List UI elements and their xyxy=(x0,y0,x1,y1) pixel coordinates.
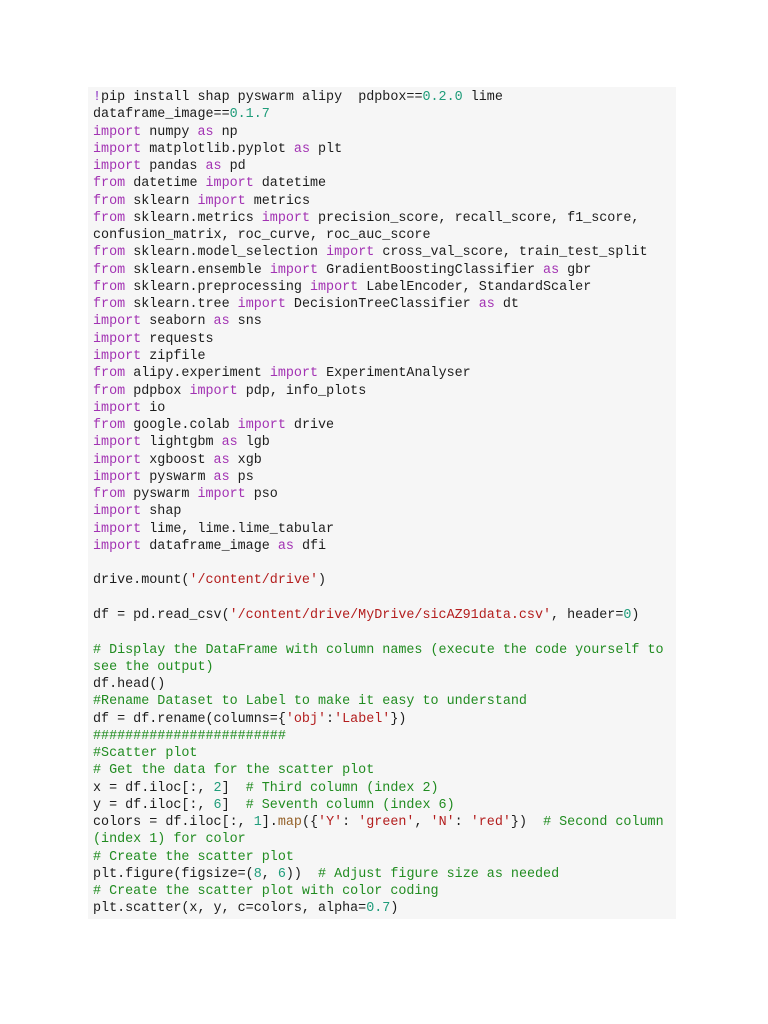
code-text: ] xyxy=(221,797,246,813)
code-text: datetime xyxy=(125,176,206,192)
code-line xyxy=(93,106,676,123)
code-text: sns xyxy=(229,314,262,330)
shell-bang-token: ! xyxy=(93,90,102,105)
comment-token: # Second column xyxy=(543,815,664,831)
code-line xyxy=(93,883,676,900)
keyword-token: import xyxy=(326,245,375,261)
number-token: 0 xyxy=(623,607,632,623)
number-token: 6 xyxy=(277,866,286,882)
code-text: dfi xyxy=(293,538,327,554)
code-line xyxy=(93,124,676,141)
code-line xyxy=(93,762,676,779)
comment-token: # Seventh column (index 6) xyxy=(245,797,455,813)
code-text: zipfile xyxy=(141,348,206,364)
code-text: sklearn.model_selection xyxy=(125,245,327,261)
keyword-token: import xyxy=(93,141,142,157)
code-line xyxy=(93,831,676,848)
keyword-token: import xyxy=(93,400,142,416)
code-line xyxy=(93,745,676,762)
string-token: 'red' xyxy=(470,815,511,831)
keyword-token: import xyxy=(93,314,142,330)
code-text: GradientBoostingClassifier xyxy=(318,262,544,278)
code-text: google.colab xyxy=(125,418,238,434)
keyword-token: as xyxy=(213,452,230,468)
keyword-token: from xyxy=(93,418,126,434)
code-text: , xyxy=(261,866,278,882)
code-text: confusion_matrix, roc_curve, roc_auc_score xyxy=(93,228,431,244)
code-text: y = df.iloc[:, xyxy=(93,797,214,813)
code-line xyxy=(93,348,676,365)
keyword-token: import xyxy=(197,487,246,503)
code-text: }) xyxy=(390,711,407,727)
code-line xyxy=(93,452,676,469)
code-text: : xyxy=(454,815,471,831)
code-text: plt.figure(figsize=( xyxy=(93,866,254,882)
code-line xyxy=(93,521,676,538)
code-text: pso xyxy=(245,487,278,503)
string-token: 'obj' xyxy=(285,711,327,727)
keyword-token: as xyxy=(197,124,214,140)
code-text: dt xyxy=(494,297,519,313)
string-token: 'green' xyxy=(358,815,415,831)
code-line xyxy=(93,642,676,659)
string-token: '/content/drive' xyxy=(189,573,319,589)
code-text: ] xyxy=(221,780,246,796)
code-text: x = df.iloc[:, xyxy=(93,780,214,796)
keyword-token: import xyxy=(93,521,142,537)
comment-token: see the output) xyxy=(93,659,214,675)
code-line xyxy=(93,676,676,693)
keyword-token: import xyxy=(93,435,142,451)
keyword-token: import xyxy=(93,159,142,175)
code-text: sklearn.metrics xyxy=(125,210,262,226)
code-text: pandas xyxy=(141,159,206,175)
code-line xyxy=(93,849,676,866)
string-token: '/content/drive/MyDrive/sicAZ91data.csv' xyxy=(229,607,552,623)
code-text: colors = df.iloc[:, xyxy=(93,815,254,831)
code-text: io xyxy=(141,400,166,416)
code-text: lightgbm xyxy=(141,435,222,451)
code-text: )) xyxy=(285,866,319,882)
keyword-token: import xyxy=(93,331,142,347)
code-text: matplotlib.pyplot xyxy=(141,141,294,157)
code-text: gbr xyxy=(559,262,592,278)
code-line xyxy=(93,244,676,261)
code-line xyxy=(93,383,676,400)
comment-token: # Create the scatter plot with color coding xyxy=(93,884,439,900)
number-token: 1 xyxy=(253,815,262,831)
comment-token: (index 1) for color xyxy=(93,832,246,848)
keyword-token: from xyxy=(93,279,126,295)
code-line xyxy=(93,365,676,382)
number-token: 6 xyxy=(213,797,222,813)
code-text: drive xyxy=(285,418,335,434)
code-text: , xyxy=(414,815,431,831)
code-line xyxy=(93,780,676,797)
keyword-token: import xyxy=(93,469,142,485)
keyword-token: as xyxy=(205,159,222,175)
string-token: 'Y' xyxy=(318,815,343,831)
code-text: df = pd.read_csv( xyxy=(93,607,230,623)
code-line xyxy=(93,900,676,917)
keyword-token: import xyxy=(261,210,310,226)
number-token: 8 xyxy=(253,866,262,882)
code-text: ) xyxy=(631,607,640,623)
code-text: df = df.rename(columns={ xyxy=(93,711,286,727)
code-text: sklearn.tree xyxy=(125,297,238,313)
code-text: ps xyxy=(229,469,254,485)
keyword-token: import xyxy=(309,279,359,295)
code-text: ExperimentAnalyser xyxy=(318,366,471,382)
code-line xyxy=(93,814,676,831)
code-text: : xyxy=(342,815,359,831)
code-line xyxy=(93,210,676,227)
keyword-token: from xyxy=(93,366,126,382)
keyword-token: from xyxy=(93,383,126,399)
code-line xyxy=(93,607,676,624)
code-text: lgb xyxy=(237,435,270,451)
code-text: pyswarm xyxy=(125,487,198,503)
code-text: dataframe_image xyxy=(141,538,278,554)
code-text: seaborn xyxy=(141,314,214,330)
keyword-token: import xyxy=(93,504,142,520)
keyword-token: import xyxy=(237,297,286,313)
code-line xyxy=(93,417,676,434)
keyword-token: from xyxy=(93,210,126,226)
comment-token: # Get the data for the scatter plot xyxy=(93,763,375,779)
keyword-token: as xyxy=(213,469,230,485)
code-text: ) xyxy=(390,901,399,917)
code-line xyxy=(93,503,676,520)
code-text: drive.mount( xyxy=(93,573,190,589)
blank-line xyxy=(93,555,676,572)
string-token: 'Label' xyxy=(334,711,391,727)
keyword-token: import xyxy=(197,193,246,209)
code-line xyxy=(93,693,676,710)
comment-token: # Create the scatter plot xyxy=(93,849,294,865)
code-line xyxy=(93,331,676,348)
keyword-token: as xyxy=(478,297,495,313)
comment-token: #Scatter plot xyxy=(93,746,198,762)
code-text: : xyxy=(326,711,335,727)
keyword-token: as xyxy=(277,538,294,554)
code-line xyxy=(93,469,676,486)
code-line xyxy=(93,711,676,728)
code-text: dataframe_image== xyxy=(93,107,230,123)
code-text: shap xyxy=(141,504,182,520)
number-token: 0.7 xyxy=(366,901,391,917)
code-text: numpy xyxy=(141,124,198,140)
keyword-token: from xyxy=(93,487,126,503)
code-block xyxy=(88,87,676,919)
keyword-token: as xyxy=(213,314,230,330)
blank-line xyxy=(93,624,676,641)
code-text: , header= xyxy=(551,607,624,623)
keyword-token: import xyxy=(93,124,142,140)
code-text: plt xyxy=(309,141,343,157)
keyword-token: from xyxy=(93,245,126,261)
code-line xyxy=(93,227,676,244)
code-line xyxy=(93,572,676,589)
keyword-token: import xyxy=(269,366,319,382)
comment-token: #Rename Dataset to Label to make it easy to understand xyxy=(93,694,527,710)
code-line xyxy=(93,175,676,192)
code-line xyxy=(93,400,676,417)
code-line xyxy=(93,538,676,555)
code-text: df.head() xyxy=(93,677,166,693)
code-text: pip install shap pyswarm alipy pdpbox== xyxy=(101,90,423,105)
number-token: 2 xyxy=(213,780,222,796)
keyword-token: from xyxy=(93,193,126,209)
comment-token: ######################## xyxy=(93,728,286,744)
keyword-token: import xyxy=(269,262,319,278)
code-line xyxy=(93,141,676,158)
keyword-token: import xyxy=(93,452,142,468)
code-text: ) xyxy=(318,573,327,589)
code-text: pyswarm xyxy=(141,469,214,485)
comment-token: # Display the DataFrame with column names (execute the code yourself to xyxy=(93,642,664,658)
keyword-token: import xyxy=(93,538,142,554)
number-token: 0.2.0 xyxy=(422,90,463,105)
code-line xyxy=(93,279,676,296)
code-text: metrics xyxy=(245,193,310,209)
code-line xyxy=(93,434,676,451)
code-line xyxy=(93,797,676,814)
blank-line xyxy=(93,590,676,607)
code-line xyxy=(93,866,676,883)
code-text: ({ xyxy=(301,815,319,831)
code-text: plt.scatter(x, y, c=colors, alpha= xyxy=(93,901,367,917)
code-line xyxy=(93,659,676,676)
code-text: DecisionTreeClassifier xyxy=(285,297,479,313)
code-line xyxy=(93,296,676,313)
comment-token: # Adjust figure size as needed xyxy=(318,866,560,882)
code-text: requests xyxy=(141,331,214,347)
code-text: pd xyxy=(221,159,246,175)
code-line xyxy=(93,313,676,330)
keyword-token: as xyxy=(543,262,560,278)
code-line xyxy=(93,728,676,745)
code-text: }) xyxy=(510,815,544,831)
keyword-token: from xyxy=(93,297,126,313)
code-text: sklearn.ensemble xyxy=(125,262,270,278)
keyword-token: from xyxy=(93,176,126,192)
code-text: np xyxy=(213,124,238,140)
code-text: cross_val_score, train_test_split xyxy=(374,245,648,261)
code-text: precision_score, recall_score, f1_score, xyxy=(309,210,640,226)
keyword-token: from xyxy=(93,262,126,278)
code-text: sklearn xyxy=(125,193,198,209)
code-text: xgb xyxy=(229,452,262,468)
code-text: lime xyxy=(462,90,503,105)
keyword-token: as xyxy=(221,435,238,451)
code-line xyxy=(93,486,676,503)
keyword-token: import xyxy=(205,176,254,192)
code-text: lime, lime.lime_tabular xyxy=(141,521,335,537)
code-text: xgboost xyxy=(141,452,214,468)
code-text: pdpbox xyxy=(125,383,190,399)
function-token: map xyxy=(277,815,302,831)
code-line xyxy=(93,262,676,279)
keyword-token: import xyxy=(237,418,286,434)
keyword-token: import xyxy=(93,348,142,364)
keyword-token: import xyxy=(189,383,238,399)
code-line xyxy=(93,158,676,175)
comment-token: # Third column (index 2) xyxy=(245,780,439,796)
code-text: datetime xyxy=(253,176,327,192)
code-line xyxy=(93,193,676,210)
code-text: alipy.experiment xyxy=(125,366,270,382)
code-text: LabelEncoder, StandardScaler xyxy=(358,279,592,295)
number-token: 0.1.7 xyxy=(229,107,270,123)
code-text: sklearn.preprocessing xyxy=(125,279,310,295)
keyword-token: as xyxy=(293,141,310,157)
string-token: 'N' xyxy=(430,815,455,831)
code-line xyxy=(93,89,676,106)
code-text: pdp, info_plots xyxy=(237,383,367,399)
code-text: ]. xyxy=(261,815,278,831)
